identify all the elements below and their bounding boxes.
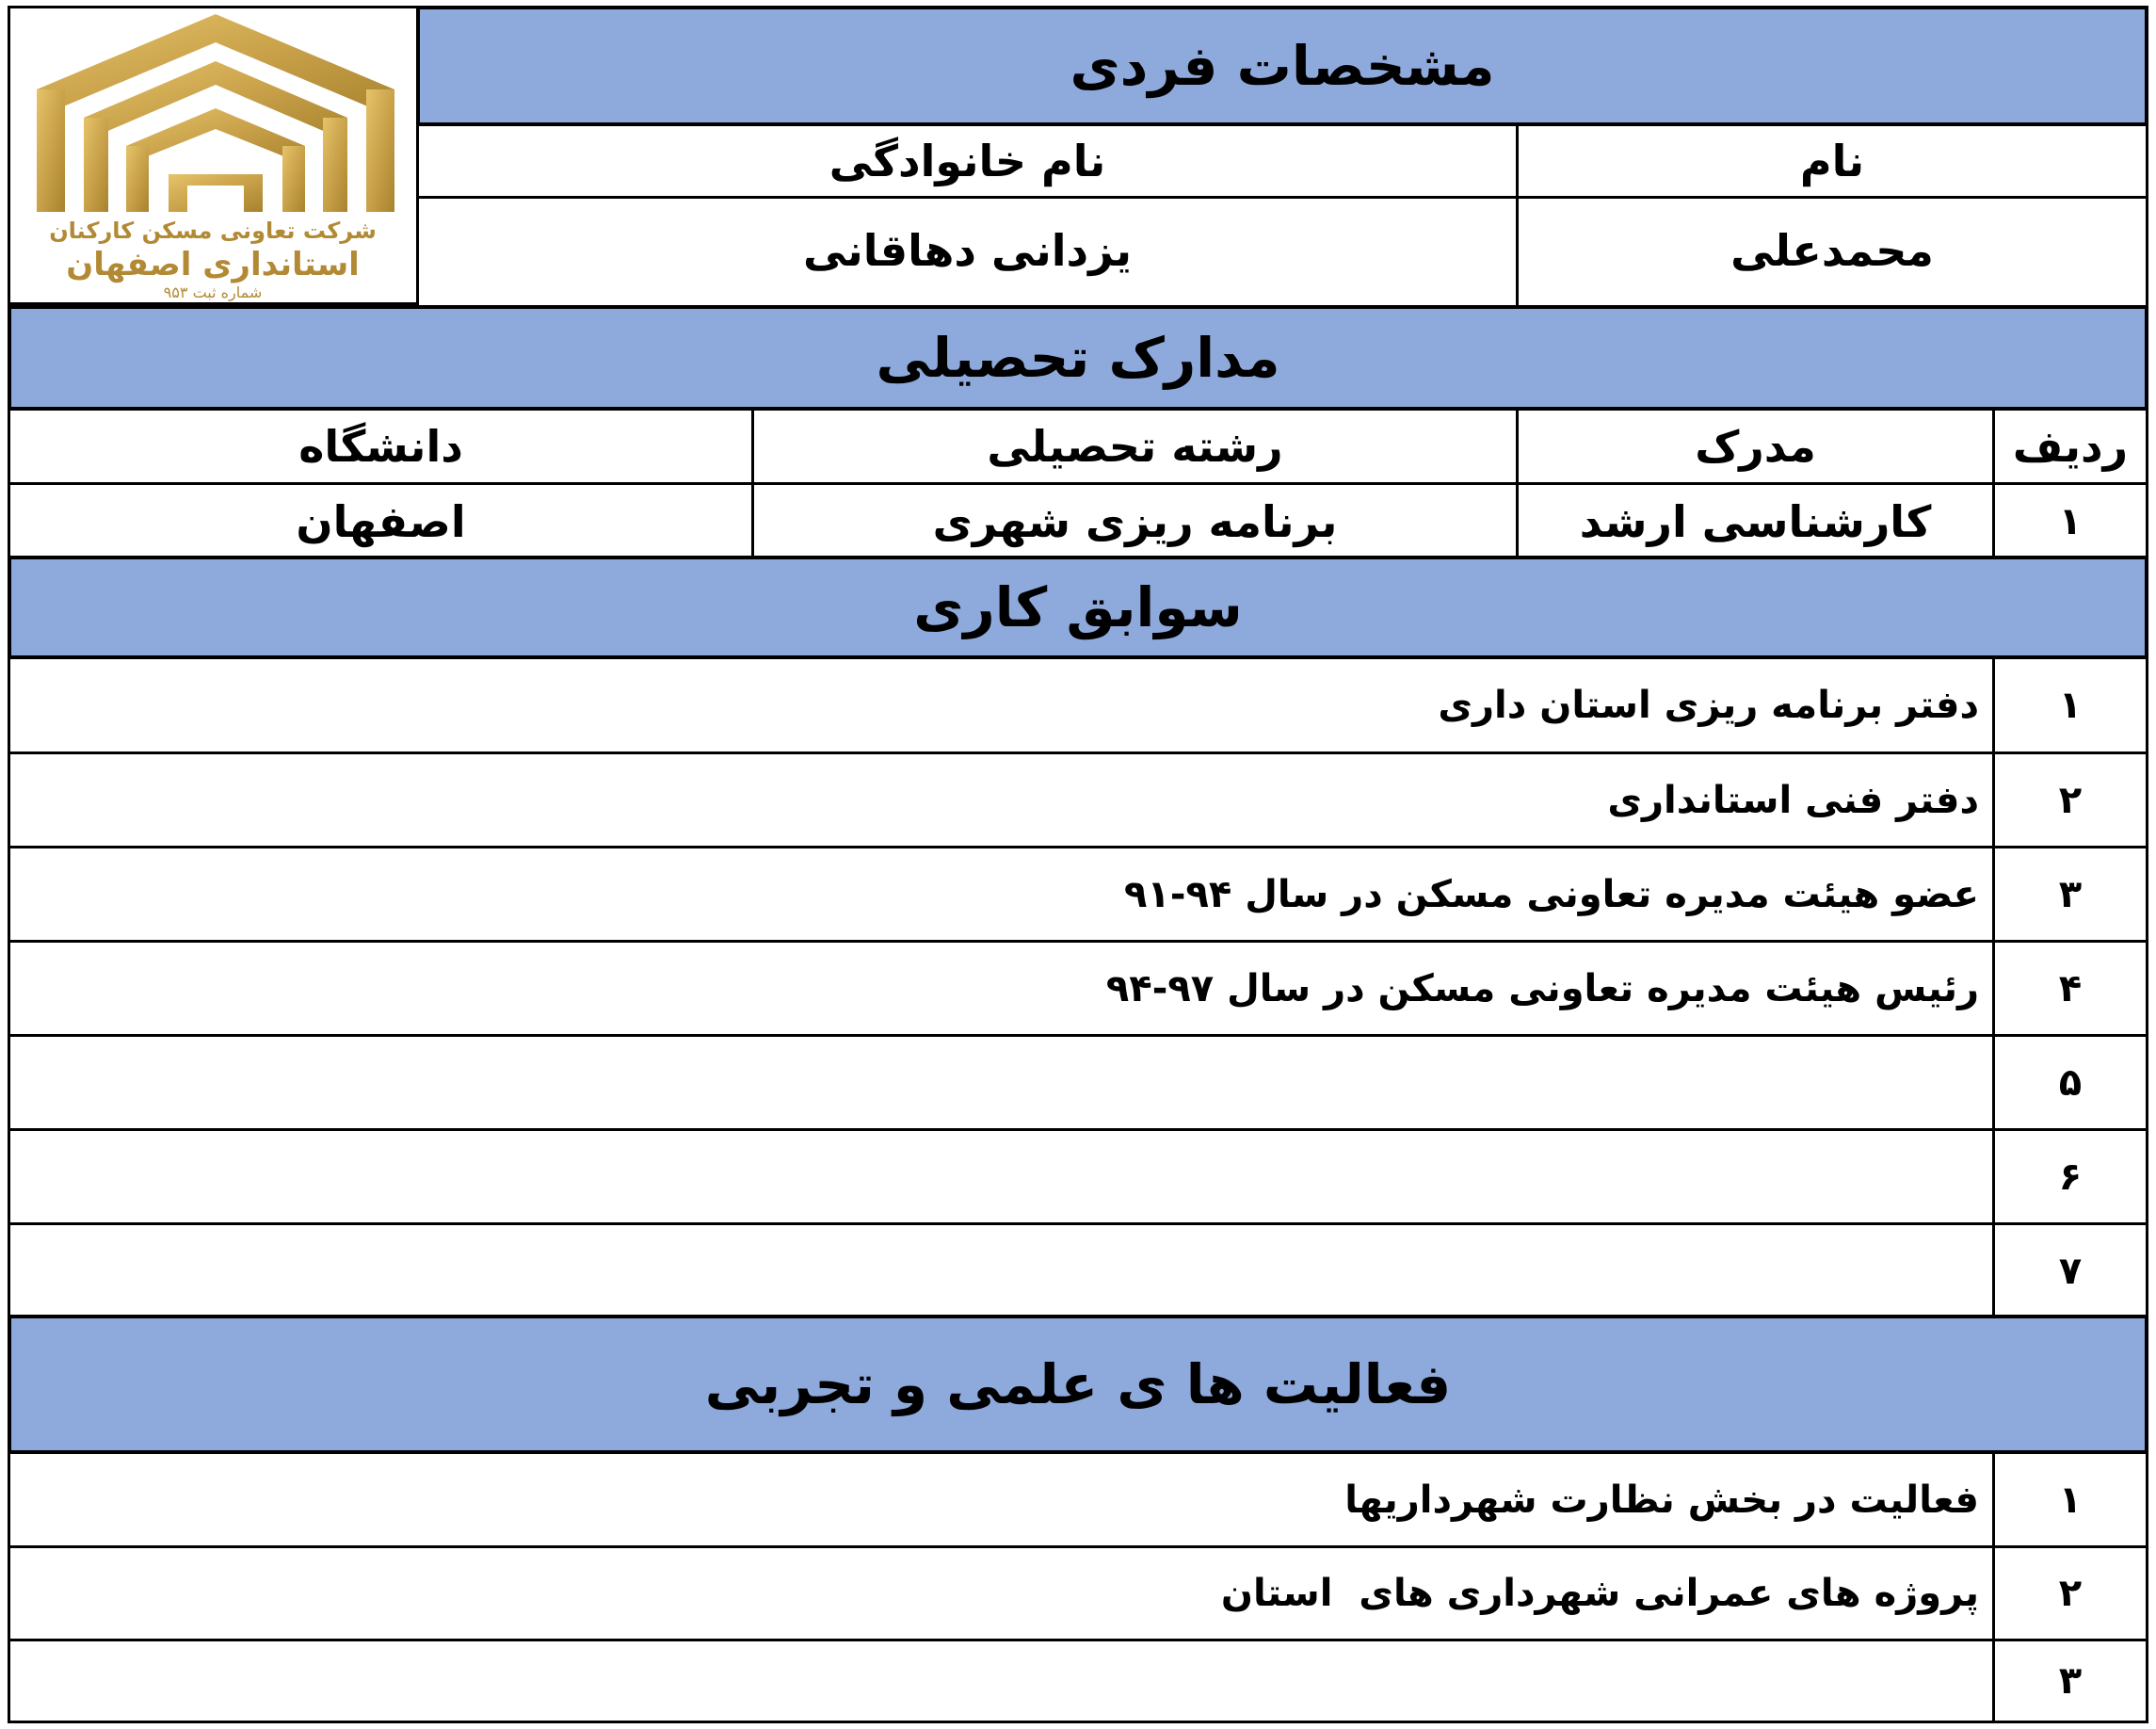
work-row-6-text: [10, 1131, 1992, 1222]
activities-row-2-text: پروژه های عمرانی شهرداری های استان: [1220, 1572, 1979, 1615]
logo-company-line1: شرکت تعاونی مسکن کارکنان: [49, 218, 377, 244]
logo-registration: شماره ثبت ۹۵۳: [163, 283, 263, 301]
education-col-row: ردیف: [2012, 421, 2129, 472]
work-row-4-num: ۴: [2058, 966, 2083, 1010]
education-section-title: مدارک تحصیلی: [8, 305, 2148, 411]
education-row-num: ۱: [2058, 499, 2083, 543]
work-row-3-num: ۳: [2058, 872, 2083, 916]
last-name-label: نام خانوادگی: [829, 136, 1106, 186]
logo-box: [8, 6, 418, 305]
work-row-4-text: رئیس هیئت مدیره تعاونی مسکن در سال ۹۷-۹۴: [1105, 966, 1979, 1010]
education-row-university: اصفهان: [296, 495, 466, 547]
work-row-5-text: [10, 1037, 1992, 1128]
education-row-degree: کارشناسی ارشد: [1579, 495, 1932, 547]
activities-section-title: فعالیت ها ی علمی و تجربی: [8, 1315, 2148, 1454]
work-row-6-num: ۶: [2058, 1155, 2083, 1199]
work-row-7-num: ۷: [2058, 1249, 2083, 1293]
work-row-2-text: دفتر فنی استانداری: [1607, 778, 1979, 822]
personal-section-title: مشخصات فردی: [416, 6, 2148, 126]
first-name-value: محمدعلی: [1730, 225, 1934, 276]
education-row-field: برنامه ریزی شهری: [932, 495, 1338, 547]
first-name-label: نام: [1799, 136, 1865, 186]
activities-row-3-num: ۳: [2058, 1659, 2083, 1703]
last-name-value: یزدانی دهاقانی: [802, 225, 1133, 276]
education-col-university: دانشگاه: [298, 421, 463, 472]
activities-row-2-num: ۲: [2058, 1572, 2083, 1615]
work-row-5-num: ۵: [2058, 1060, 2083, 1105]
work-row-2-num: ۲: [2058, 778, 2083, 822]
work-row-3-text: عضو هیئت مدیره تعاونی مسکن در سال ۹۴-۹۱: [1124, 872, 1979, 916]
work-section-title: سوابق کاری: [8, 556, 2148, 659]
activities-row-1-text: فعالیت در بخش نظارت شهرداریها: [1344, 1478, 1979, 1522]
work-row-1-num: ۱: [2058, 684, 2083, 727]
activities-row-3-text: [10, 1641, 1992, 1721]
activities-row-1-num: ۱: [2058, 1478, 2083, 1522]
education-col-field: رشته تحصیلی: [987, 421, 1283, 472]
work-row-7-text: [10, 1225, 1992, 1317]
education-col-degree: مدرک: [1695, 421, 1816, 472]
work-row-1-text: دفتر برنامه ریزی استان داری: [1438, 684, 1979, 727]
logo-company-line2: استانداری اصفهان: [66, 246, 360, 283]
